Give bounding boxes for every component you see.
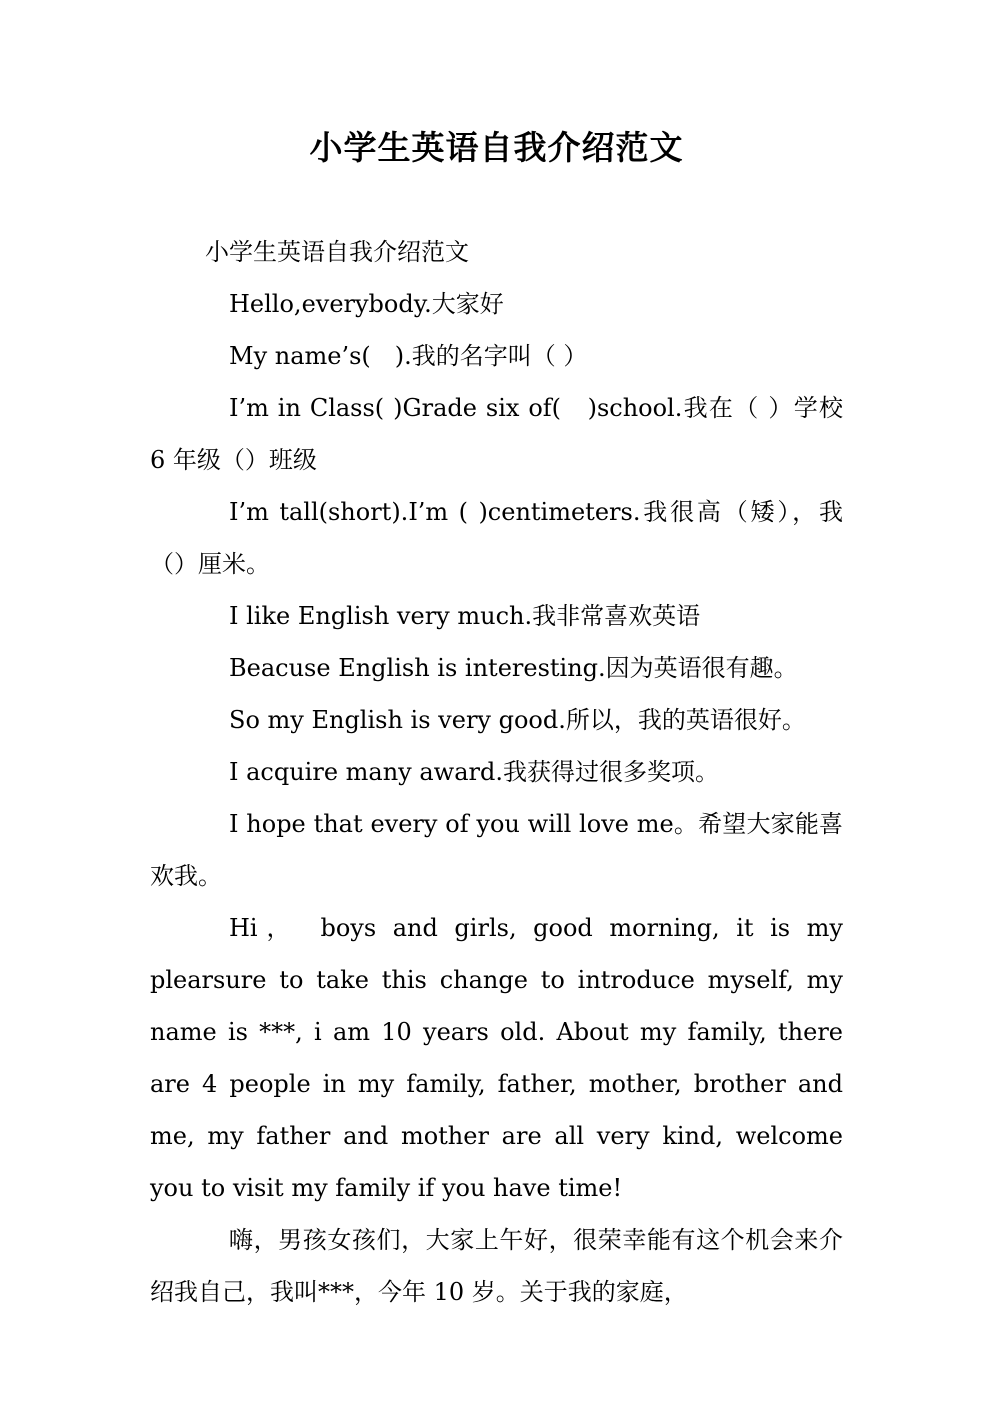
paragraph-heading: 小学生英语自我介绍范文 — [205, 238, 469, 266]
paragraph-english-intro: Hi， boys and girls, good morning, it is my plearsure to take this change to introduce myself, my name is ***, i am 10 years old. About my family, there are 4 people in my family, father, mother, brother and me, my father and mother are all very kind, welcome you to visit my family if you have time! — [150, 914, 843, 1202]
paragraph-greeting: Hello,everybody.大家好 — [229, 290, 504, 318]
paragraph-hope: I hope that every of you will love me。希望大家能喜欢我。 — [150, 810, 843, 890]
paragraph-awards: I acquire many award.我获得过很多奖项。 — [229, 758, 719, 786]
paragraph-good-english: So my English is very good.所以，我的英语很好。 — [229, 706, 806, 734]
paragraph-name: My name’s( ).我的名字叫（ ） — [229, 342, 588, 370]
paragraph-height: I’m tall(short).I’m ( )centimeters.我很高（矮），我（）厘米。 — [150, 498, 843, 578]
document-title: 小学生英语自我介绍范文 — [309, 128, 684, 167]
paragraph-chinese-intro: 嗨，男孩女孩们，大家上午好，很荣幸能有这个机会来介绍我自己，我叫***，今年 10 岁。关于我的家庭， — [150, 1226, 843, 1306]
document-body — [150, 226, 843, 1318]
paragraph-because: Beacuse English is interesting.因为英语很有趣。 — [229, 654, 798, 682]
paragraph-class: I’m in Class( )Grade six of( )school.我在（ ）学校 6 年级（）班级 — [150, 394, 843, 474]
paragraph-like-english: I like English very much.我非常喜欢英语 — [229, 602, 701, 630]
